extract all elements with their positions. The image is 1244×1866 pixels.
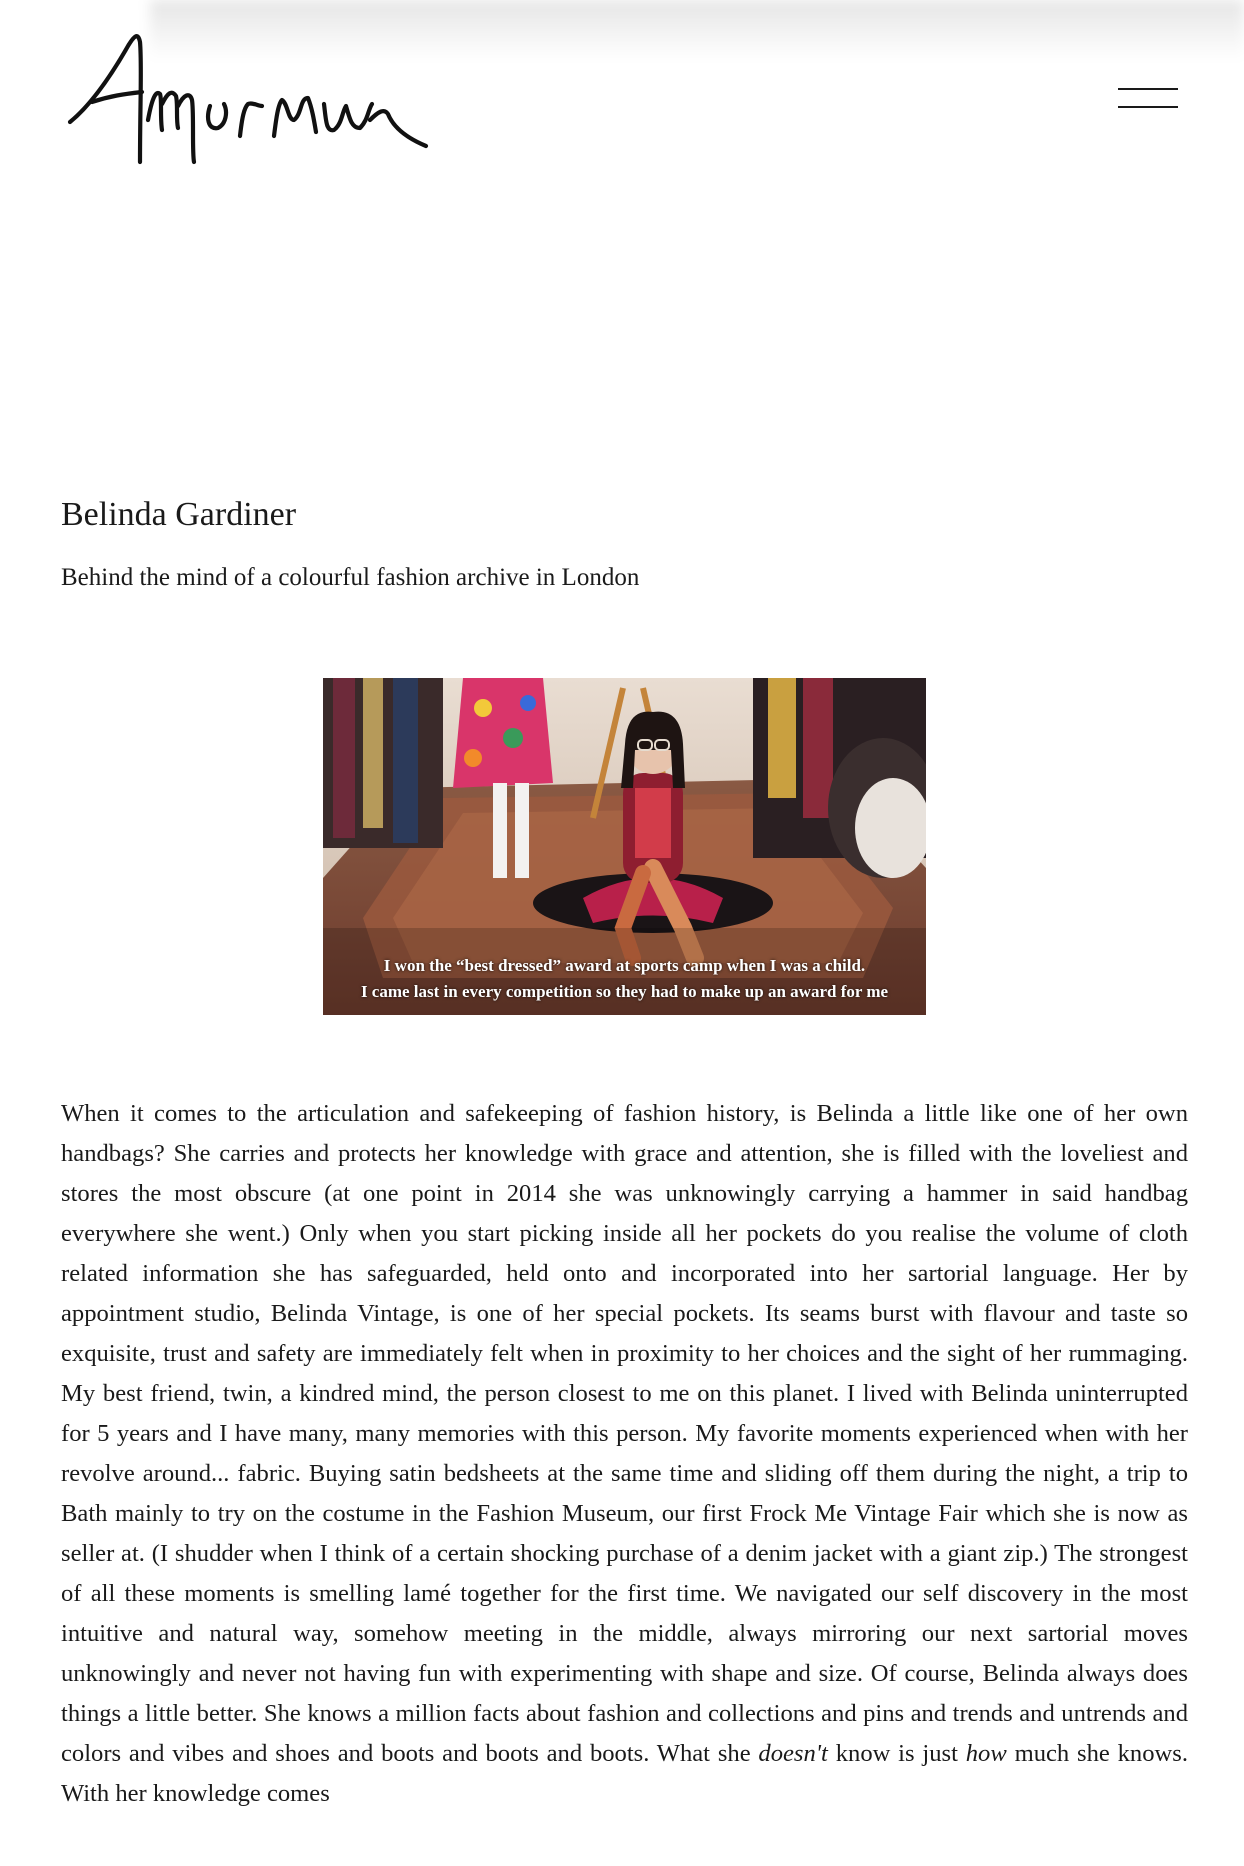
menu-line	[1118, 106, 1178, 108]
article-body-text: When it comes to the articulation and safekeeping of fashion history, is Belinda a little like one of her own handbags? She carries and protects her knowledge with grace and attention, she is filled with the loveliest and stores the most obscure (at one point in 2014 she was unknowingly carrying a hammer in said handbag everywhere she went.) Only when you start picking inside all her pockets do you realise the volume of cloth related information she has safeguarded, held onto and incorporated into her sartorial language. Her by appointment studio, Belinda Vintage, is one of her special pockets. Its seams burst with flavour and taste so exquisite, trust and safety are immediately felt when in proximity to her choices and the sight of her rummaging. My best friend, twin, a kindred mind, the person closest to me on this planet. I lived with Belinda uninterrupted for 5 years and I have many, many memories with this person. My favorite moments experienced when with her revolve around... fabric. Buying satin bedsheets at the same time and sliding off them during the night, a trip to Bath mainly to try on the costume in the Fashion Museum, our first Frock Me Vintage Fair which she is now as seller at. (I shudder when I think of a certain shocking purchase of a denim jacket with a giant zip.) The strongest of all these moments is smelling lamé together for the first time. We navigated our self discovery in the most intuitive and natural way, somehow meeting in the middle, always mirroring our next sartorial moves unknowingly and never not having fun with experimenting with shape and size. Of course, Belinda always does things a little better. She knows a million facts about fashion and collections and pins and trends and untrends and colors and vibes and shoes and boots and boots and boots. What she	[61, 1100, 1188, 1767]
article-body-text: much she knows. With her knowledge comes	[61, 1740, 1188, 1807]
article-emphasis: doesn't	[758, 1740, 828, 1767]
caption-line-2: I came last in every competition so they had to make up an award for me	[360, 982, 889, 1001]
menu-line	[1118, 88, 1178, 90]
hamburger-menu-icon[interactable]	[1116, 82, 1180, 112]
article-emphasis: how	[965, 1740, 1007, 1767]
caption-line-1: I won the “best dressed” award at sports camp when I was a child.	[383, 956, 866, 975]
article-subtitle: Behind the mind of a colourful fashion archive in London	[61, 564, 640, 591]
article-body-text: know is just	[827, 1740, 966, 1767]
video-captions	[323, 953, 926, 1005]
logo-signature-icon	[62, 24, 442, 174]
article-title: Belinda Gardiner	[61, 496, 297, 533]
article-body	[61, 1094, 1188, 1814]
video-player[interactable]	[323, 678, 926, 1015]
site-logo[interactable]	[62, 24, 442, 174]
